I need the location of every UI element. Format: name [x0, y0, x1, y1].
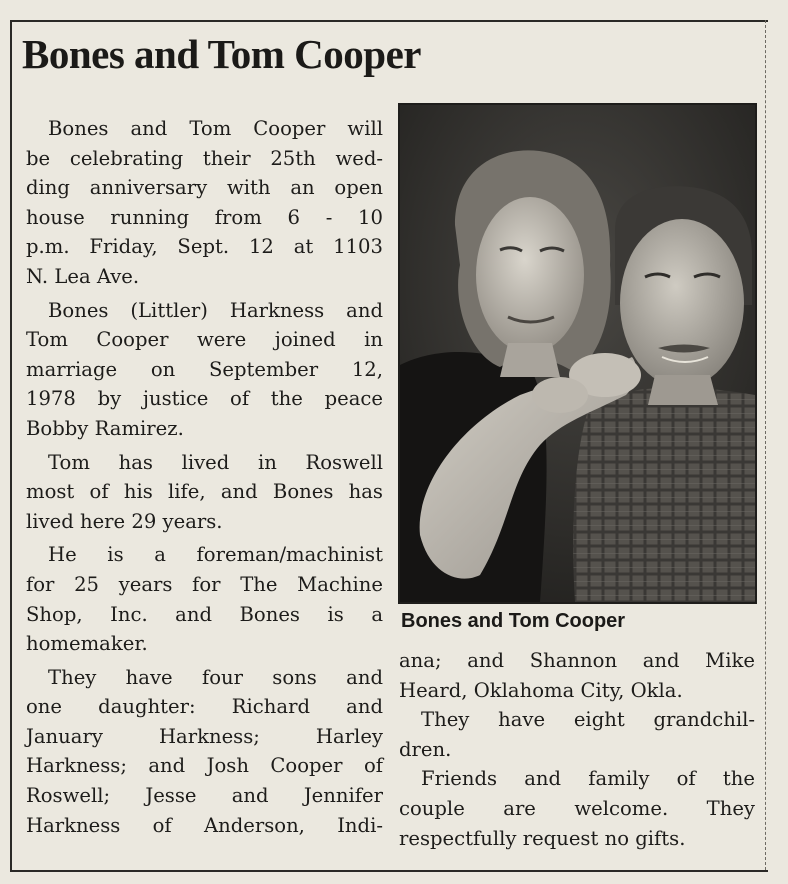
- text-line: for 25 years for The Machine: [26, 572, 383, 596]
- text-line: respectfully request no gifts.: [399, 826, 686, 850]
- text-line: Bones and Tom Cooper will: [48, 117, 383, 140]
- paragraph-residence: [26, 448, 383, 537]
- text-line: marriage on September 12,: [26, 357, 383, 381]
- text-line: N. Lea Ave.: [26, 264, 140, 288]
- right-cut-edge: [765, 20, 766, 870]
- top-border-rule: [10, 20, 768, 22]
- couple-photo: [398, 103, 757, 604]
- text-line: 1978 by justice of the peace: [26, 387, 383, 411]
- text-line: Shop, Inc. and Bones is a: [26, 602, 383, 626]
- paragraph-occupation: [26, 540, 383, 658]
- text-line: ding anniversary with an open: [26, 176, 383, 200]
- text-line: Harkness; and Josh Cooper of: [26, 754, 383, 778]
- text-line: He is a foreman/machinist: [48, 543, 383, 567]
- photo-caption: Bones and Tom Cooper: [401, 610, 626, 632]
- text-line: be celebrating their 25th wed-: [26, 146, 383, 170]
- bottom-border-rule: [10, 870, 768, 872]
- text-line: ana; and Shannon and Mike: [399, 649, 755, 672]
- text-line: one daughter: Richard and: [26, 695, 383, 719]
- text-line: house running from 6 - 10: [26, 205, 383, 229]
- headline: Bones and Tom Cooper: [22, 31, 421, 77]
- text-line: dren.: [399, 737, 452, 761]
- text-line: Tom has lived in Roswell: [48, 450, 383, 474]
- text-line: most of his life, and Bones has: [26, 480, 383, 504]
- right-column: [399, 646, 755, 853]
- text-line: homemaker.: [26, 632, 148, 656]
- text-line: lived here 29 years.: [26, 509, 223, 533]
- paragraph-grandchildren: [399, 705, 755, 764]
- text-line: They have four sons and: [48, 665, 383, 689]
- text-line: Harkness of Anderson, Indi-: [26, 813, 383, 837]
- text-line: Tom Cooper were joined in: [26, 328, 383, 352]
- paragraph-announcement: [26, 114, 383, 292]
- text-line: Heard, Oklahoma City, Okla.: [399, 678, 683, 702]
- left-column: [26, 114, 383, 840]
- text-line: Bones (Littler) Harkness and: [48, 298, 383, 322]
- paragraph-invitation: [399, 764, 755, 853]
- paragraph-marriage: [26, 296, 383, 444]
- left-border-rule: [10, 20, 12, 870]
- text-line: Roswell; Jesse and Jennifer: [26, 784, 383, 808]
- text-line: Bobby Ramirez.: [26, 416, 184, 440]
- text-line: p.m. Friday, Sept. 12 at 1103: [26, 235, 383, 259]
- paragraph-children-continued: [399, 646, 755, 705]
- text-line: January Harkness; Harley: [26, 724, 383, 748]
- paragraph-children: [26, 663, 383, 841]
- text-line: couple are welcome. They: [399, 796, 755, 820]
- text-line: Friends and family of the: [421, 767, 755, 791]
- text-line: They have eight grandchil-: [421, 708, 755, 732]
